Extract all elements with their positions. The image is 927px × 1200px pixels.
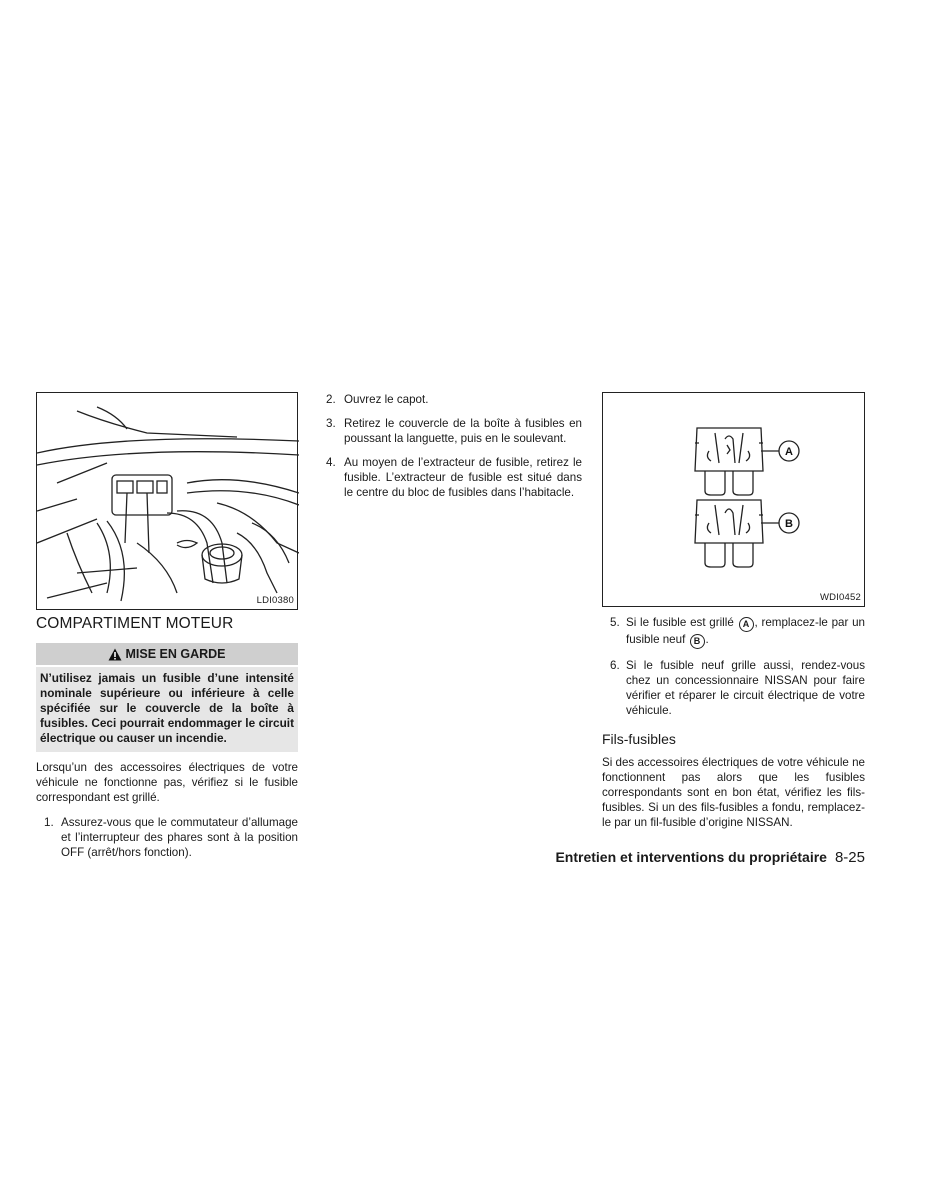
step-text: Assurez-vous que le commutateur d’allumage et l’interrupteur des phares sont à la position OFF (arrêt/hors fonction). bbox=[61, 816, 298, 859]
step-number: 6. bbox=[610, 659, 620, 672]
list-item bbox=[602, 615, 865, 649]
fuse-illustration bbox=[603, 393, 866, 606]
step-number: 1. bbox=[44, 816, 54, 829]
steps-list-middle bbox=[326, 392, 582, 500]
step-number: 5. bbox=[610, 616, 620, 629]
middle-column bbox=[326, 392, 582, 509]
list-item bbox=[36, 815, 298, 860]
callout-a: A bbox=[785, 446, 793, 458]
callout-b: B bbox=[785, 518, 793, 530]
step-number: 3. bbox=[326, 417, 336, 430]
engine-compartment-figure bbox=[36, 392, 298, 610]
warning-text: N’utilisez jamais un fusible d’une intensité nominale supérieure ou inférieure à celle spécifiée sur le couvercle de la boîte à fusibles. Ceci pourrait endommager le circuit électrique ou causer un incendie. bbox=[36, 667, 298, 752]
step-number: 4. bbox=[326, 456, 336, 469]
callout-a-inline: A bbox=[739, 617, 754, 632]
warning-triangle-icon bbox=[108, 648, 122, 661]
left-column bbox=[36, 392, 298, 869]
list-item bbox=[602, 658, 865, 718]
warning-title: MISE EN GARDE bbox=[125, 647, 226, 661]
step-text-pre: Si le fusible est grillé bbox=[626, 616, 734, 629]
step-number: 2. bbox=[326, 393, 336, 406]
steps-list-right bbox=[602, 615, 865, 718]
list-item bbox=[326, 392, 582, 407]
warning-header bbox=[36, 643, 298, 665]
callout-b-inline: B bbox=[690, 634, 705, 649]
chapter-title: Entretien et interventions du propriétaire bbox=[555, 849, 827, 865]
section-title: COMPARTIMENT MOTEUR bbox=[36, 615, 234, 632]
engine-compartment-illustration bbox=[37, 393, 299, 609]
list-item bbox=[326, 416, 582, 446]
intro-paragraph: Lorsqu’un des accessoires électriques de votre véhicule ne fonctionne pas, vérifiez si le fusible correspondant est grillé. bbox=[36, 761, 298, 804]
step-text: Retirez le couvercle de la boîte à fusibles en poussant la languette, puis en le soulevant. bbox=[344, 417, 582, 445]
list-item bbox=[326, 455, 582, 500]
page-number: 8-25 bbox=[834, 849, 865, 866]
figure-code: LDI0380 bbox=[256, 595, 294, 606]
figure-code: WDI0452 bbox=[819, 592, 861, 603]
step-text: Si le fusible neuf grille aussi, rendez-vous chez un concessionnaire NISSAN pour faire vérifier et réparer le circuit électrique de votre véhicule. bbox=[626, 659, 865, 717]
right-column bbox=[602, 392, 865, 840]
step-text-post: . bbox=[705, 633, 709, 646]
page-footer bbox=[555, 849, 865, 866]
subsection-paragraph: Si des accessoires électriques de votre véhicule ne fonctionnent pas alors que les fusibles correspondants sont en bon état, vérifiez les fils-fusibles. Si un des fils-fusibles a fondu, remplacez-le par un fil-fusible d’origine NISSAN. bbox=[602, 756, 865, 829]
subsection-title: Fils-fusibles bbox=[602, 731, 676, 747]
step-text: Au moyen de l’extracteur de fusible, retirez le fusible. L’extracteur de fusible est situé dans le centre du bloc de fusibles dans l’habitacle. bbox=[344, 456, 582, 499]
warning-box bbox=[36, 643, 298, 752]
step-text: Ouvrez le capot. bbox=[344, 393, 429, 406]
fuse-figure bbox=[602, 392, 865, 607]
step-text-mid: , remplacez-le par un fusible neuf bbox=[626, 616, 865, 646]
steps-list-left bbox=[36, 815, 298, 860]
